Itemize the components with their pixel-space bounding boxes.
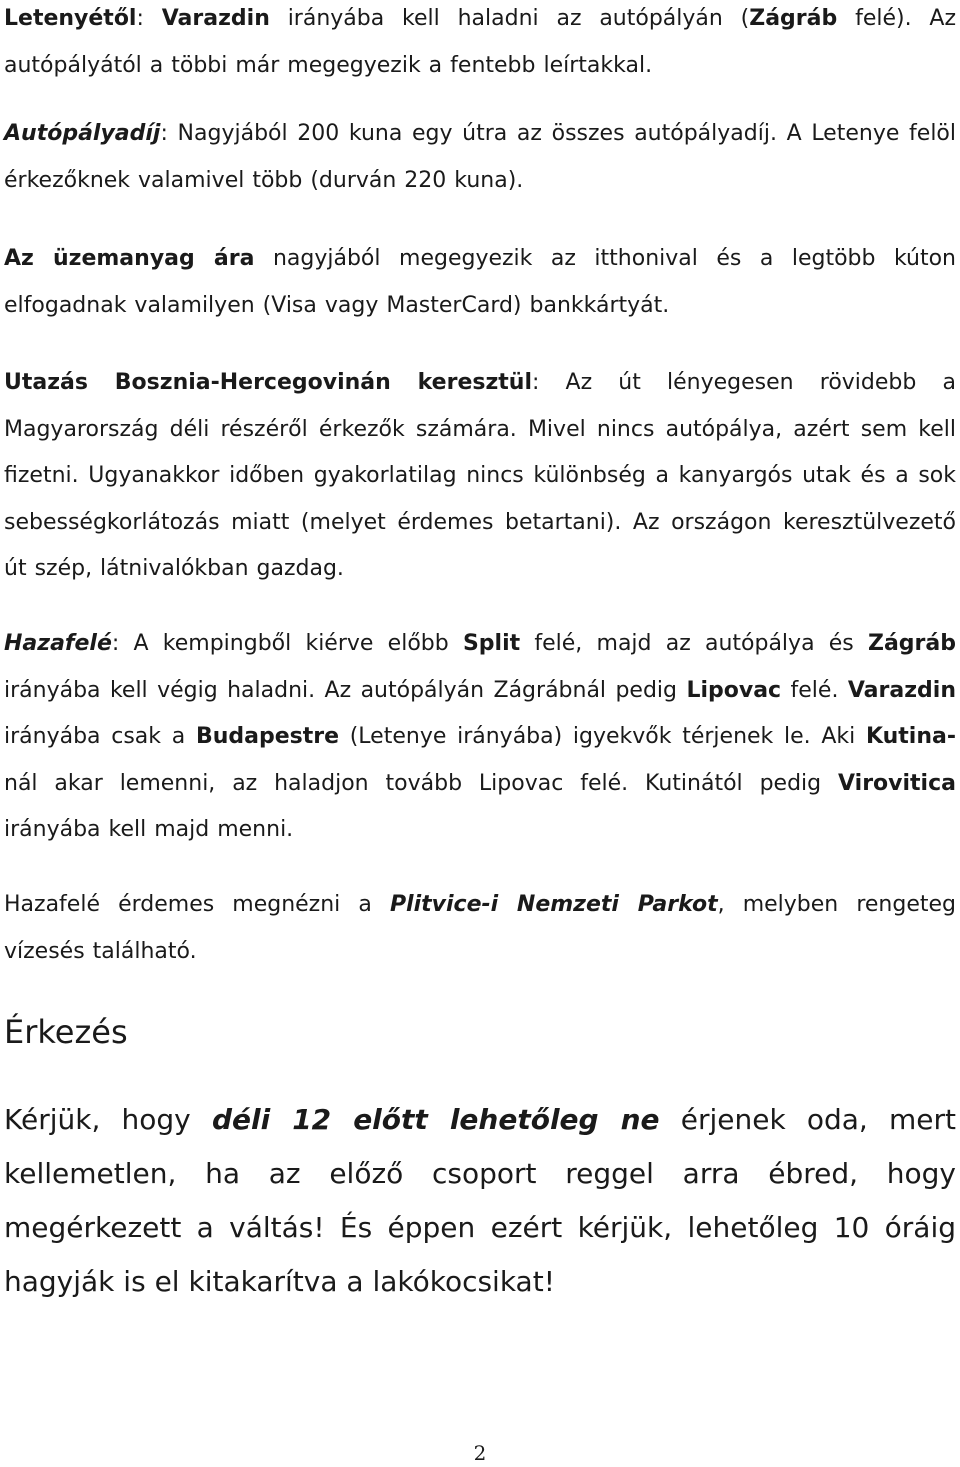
text-run: irányába kell haladni az autópályán ( — [269, 6, 750, 31]
text-run: érjenek oda, mert kellemetlen, ha az előző csoport reggel arra ébred, hogy megérkezett a váltás! És éppen ezért kérjük, lehetőleg 10 óráig hagyják is el kitakarítva a lakókocsikat! — [4, 1103, 956, 1298]
paragraph-hazafele — [4, 621, 956, 854]
bold-italic-text: Hazafelé — [4, 631, 112, 656]
bold-text: Letenyétől — [4, 6, 137, 31]
bold-text: Kutina- — [865, 724, 956, 749]
text-run: Hazafelé érdemes megnézni a — [4, 892, 390, 917]
text-run: : A kempingből kiérve előbb — [111, 631, 463, 656]
bold-text: Zágráb — [868, 631, 956, 656]
text-run: : Nagyjából 200 kuna egy útra az összes autópályadíj. A Letenye felöl érkezőknek valamivel több (durván 220 kuna). — [4, 121, 956, 193]
text-run: irányába kell majd menni. — [4, 817, 294, 842]
text-run: felé). Az autópályától a többi már megegyezik a fentebb leírtakkal. — [4, 6, 957, 78]
paragraph-plitvice — [4, 882, 956, 975]
text-run: (Letenye irányába) igyekvők térjenek le. Aki — [339, 724, 866, 749]
bold-text: Lipovac — [686, 677, 782, 703]
bold-italic-text: Plitvice-i Nemzeti Parkot — [389, 892, 718, 917]
bold-text: Varazdin — [161, 6, 270, 31]
text-run: nagyjából megegyezik az itthonival és a legtöbb kúton elfogadnak valamilyen (Visa vagy MasterCard) bankkártyát. — [4, 246, 956, 318]
text-run: felé. — [781, 677, 848, 703]
bold-italic-text: déli 12 előtt lehetőleg ne — [211, 1103, 660, 1136]
text-run: , melyben rengeteg vízesés található. — [4, 892, 956, 964]
text-run: irányába kell végig haladni. Az autópályán Zágrábnál pedig — [4, 677, 687, 703]
paragraph-bosznia — [4, 360, 956, 593]
page-number: 2 — [473, 1441, 487, 1465]
section-heading-erkezes: Érkezés — [4, 1013, 128, 1051]
bold-text: Split — [462, 631, 521, 656]
bold-italic-text: Autópályadíj — [4, 121, 161, 146]
paragraph-letenye — [4, 0, 956, 89]
bold-text: Utazás Bosznia-Hercegovinán keresztül — [4, 370, 532, 395]
text-run: nál akar lemenni, az haladjon tovább Lipovac felé. Kutinától pedig — [4, 770, 839, 796]
text-run: : — [136, 6, 162, 31]
bold-text: Virovitica — [838, 770, 956, 796]
paragraph-autopalyadij — [4, 111, 956, 204]
paragraph-uzemanyag — [4, 236, 956, 329]
text-run: : Az út lényegesen rövidebb a Magyarország déli részéről érkezők számára. Mivel nincs autópálya, azért sem kell fizetni. Ugyanakkor időben gyakorlatilag nincs különbség a kanyargós utak és a sok sebességkorlátozás miatt (melyet érdemes betartani). Az országon keresztülvezető út szép, látnivalókban gazdag. — [4, 370, 956, 581]
bold-text: Az üzemanyag ára — [4, 246, 255, 271]
bold-text: Zágráb — [749, 6, 838, 31]
text-run: felé, majd az autópálya és — [520, 631, 868, 656]
text-run: Kérjük, hogy — [4, 1103, 212, 1136]
bold-text: Varazdin — [847, 677, 956, 703]
paragraph-erkezes — [4, 1093, 956, 1309]
text-run: irányába csak a — [4, 724, 196, 749]
bold-text: Budapestre — [195, 724, 340, 749]
